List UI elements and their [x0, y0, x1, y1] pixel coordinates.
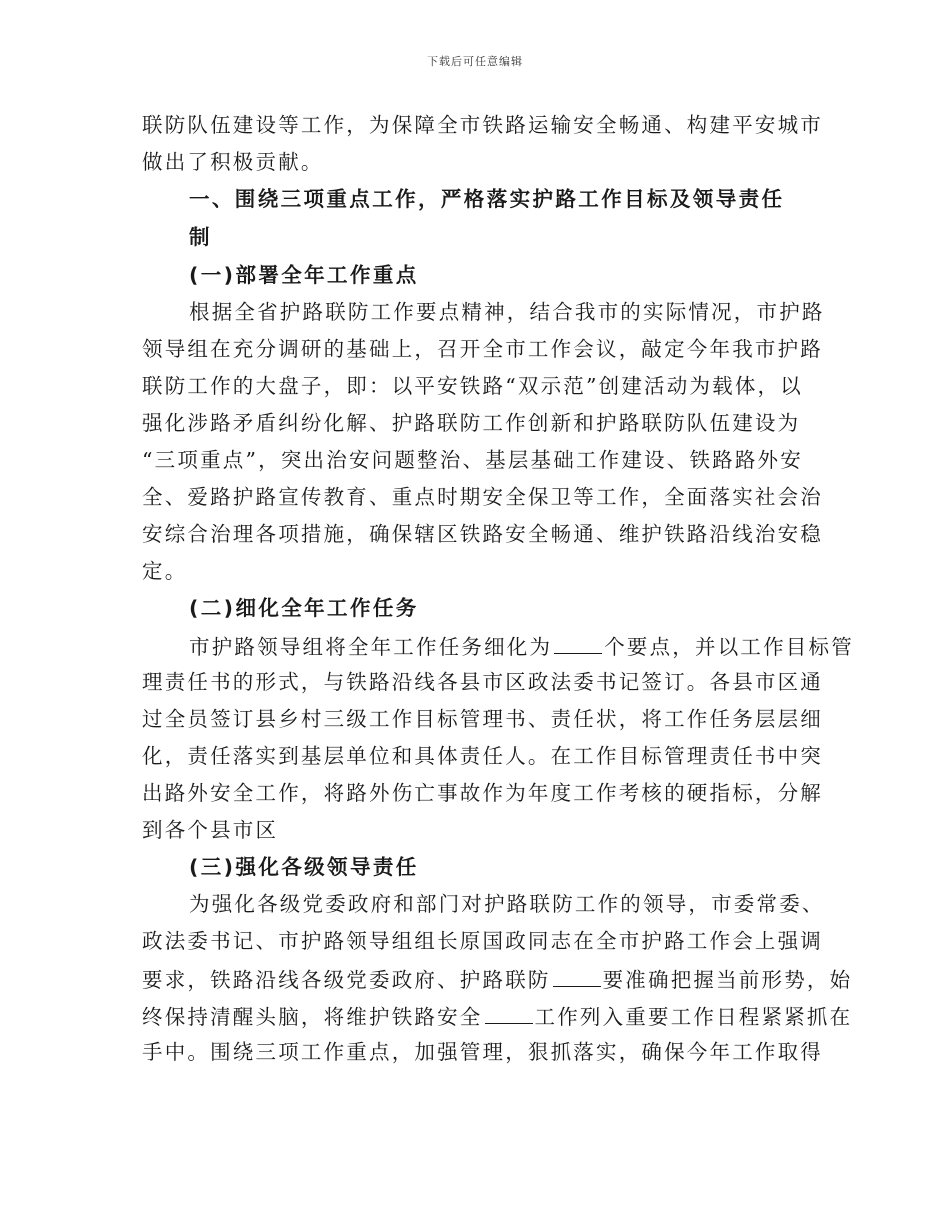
- paragraph-line: 强化涉路矛盾纠纷化解、护路联防工作创新和护路联防队伍建设为: [142, 411, 801, 435]
- paragraph-line: 化，责任落实到基层单位和具体责任人。在工作目标管理责任书中突: [142, 744, 823, 768]
- section-heading: 一、围绕三项重点工作，严格落实护路工作目标及领导责任: [189, 187, 785, 211]
- paragraph-line-with-blank: [142, 968, 852, 991]
- subsection-heading: (一)部署全年工作重点: [189, 263, 419, 287]
- subsection-heading: (三)强化各级领导责任: [189, 855, 419, 879]
- fill-in-blank: [485, 1005, 533, 1024]
- fill-in-blank: [554, 635, 602, 654]
- text-segment: 终保持清醒头脑，将维护铁路安全: [142, 1005, 483, 1029]
- paragraph-line: 全、爱路护路宣传教育、重点时期安全保卫等工作，全面落实社会治: [142, 485, 823, 509]
- subsection-heading: (二)细化全年工作任务: [189, 596, 419, 620]
- paragraph-line: 安综合治理各项措施，确保辖区铁路安全畅通、维护铁路沿线治安稳: [142, 522, 823, 546]
- paragraph-line: 根据全省护路联防工作要点精神，结合我市的实际情况，市护路: [189, 300, 825, 324]
- paragraph-line-with-blank: [142, 1005, 852, 1028]
- paragraph-line: 出路外安全工作，将路外伤亡事故作为年度工作考核的硬指标，分解: [142, 781, 823, 805]
- paragraph-line: 联防队伍建设等工作，为保障全市铁路运输安全畅通、构建平安城市: [142, 113, 823, 137]
- paragraph-line: 理责任书的形式，与铁路沿线各县市区政法委书记签订。各县市区通: [142, 670, 823, 694]
- paragraph-line: 政法委书记、市护路领导组组长原国政同志在全市护路工作会上强调: [142, 929, 823, 953]
- text-segment: 要求，铁路沿线各级党委政府、护路联防: [142, 968, 551, 992]
- fill-in-blank: [553, 968, 601, 987]
- page-header-note: 下载后可任意编辑: [427, 55, 523, 68]
- paragraph-line: 到各个县市区: [142, 818, 279, 842]
- paragraph-line: 过全员签订县乡村三级工作目标管理书、责任状，将工作任务层层细: [142, 707, 823, 731]
- paragraph-line: 为强化各级党委政府和部门对护路联防工作的领导，市委常委、: [189, 892, 825, 916]
- paragraph-line: “三项重点”，突出治安问题整治、基层基础工作建设、铁路路外安: [142, 448, 803, 472]
- paragraph-line: 领导组在充分调研的基础上，召开全市工作会议，敲定今年我市护路: [142, 337, 823, 361]
- paragraph-line: 做出了积极贡献。: [142, 150, 324, 174]
- paragraph-line: 定。: [142, 559, 188, 583]
- paragraph-line-with-blank: [189, 635, 854, 658]
- text-segment: 个要点，并以工作目标管: [604, 635, 854, 659]
- text-segment: 工作列入重要工作日程紧紧抓在: [534, 1005, 853, 1029]
- text-segment: 要准确把握当前形势，始: [602, 968, 853, 992]
- section-heading-continued: 制: [189, 225, 212, 249]
- paragraph-line: 手中。围绕三项工作重点，加强管理，狠抓落实，确保今年工作取得: [142, 1040, 823, 1064]
- text-segment: 市护路领导组将全年工作任务细化为: [189, 635, 553, 659]
- paragraph-line: 联防工作的大盘子，即：以平安铁路“双示范”创建活动为载体，以: [142, 374, 803, 398]
